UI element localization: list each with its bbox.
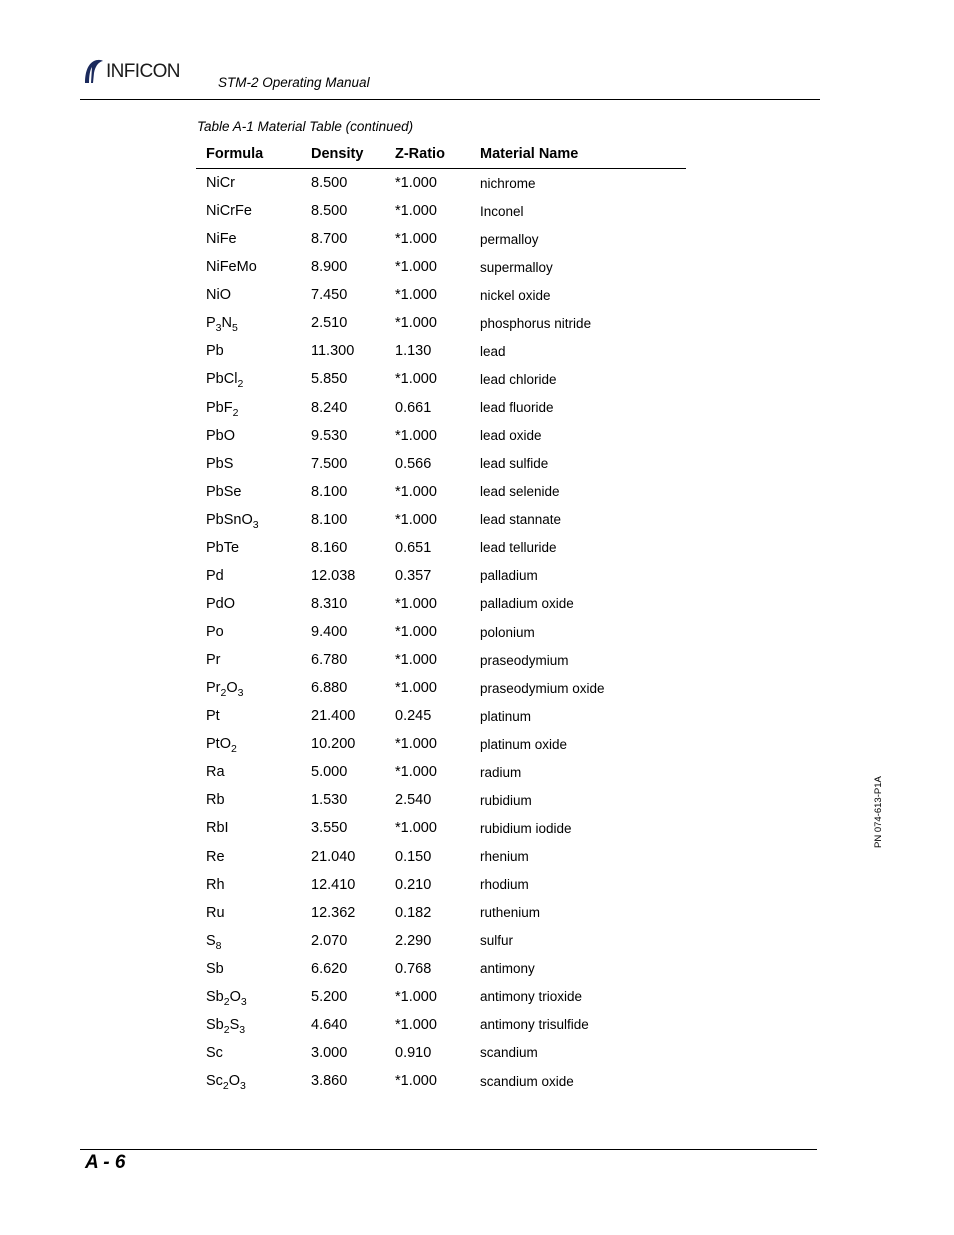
density-cell: 11.300 (311, 343, 355, 360)
formula-cell (196, 197, 301, 225)
z-ratio-cell: 1.130 (395, 343, 432, 360)
material-name-cell: scandium oxide (480, 1073, 574, 1089)
density-cell: 7.450 (311, 287, 348, 304)
density-cell: 3.860 (311, 1073, 348, 1090)
density-cell: 12.362 (311, 904, 356, 921)
table-row (196, 646, 686, 674)
formula-cell (196, 253, 301, 281)
formula-cell (196, 394, 301, 422)
z-ratio-cell: *1.000 (395, 511, 437, 528)
density-cell: 9.400 (311, 624, 348, 641)
table-row (196, 758, 686, 786)
formula-subscript: 2 (220, 687, 227, 700)
material-name-cell: lead telluride (480, 540, 557, 556)
formula-element: PbSe (206, 483, 242, 500)
material-name-cell: nichrome (480, 175, 536, 191)
material-name-cell: radium (480, 764, 522, 780)
material-name-cell: praseodymium oxide (480, 680, 605, 696)
formula-cell (196, 478, 301, 506)
formula-subscript: 2 (237, 378, 244, 391)
formula-cell (196, 309, 301, 337)
formula-element: PbO (206, 427, 236, 444)
formula-cell (196, 814, 301, 842)
formula-cell (196, 337, 301, 365)
material-name-cell: platinum oxide (480, 736, 568, 752)
z-ratio-cell: *1.000 (395, 988, 437, 1005)
formula-element: Pr (206, 652, 221, 669)
table-row (196, 983, 686, 1011)
density-cell: 9.530 (311, 427, 348, 444)
z-ratio-cell: 0.245 (395, 708, 432, 725)
formula-cell (196, 450, 301, 478)
column-header-density: Density (301, 139, 385, 169)
material-name-cell: lead sulfide (480, 456, 549, 472)
material-table (196, 139, 686, 1095)
formula-element: PbSnO (206, 511, 253, 528)
formula-subscript: 3 (215, 322, 222, 335)
table-row (196, 1039, 686, 1067)
formula-subscript: 2 (232, 406, 239, 419)
formula-element: O (228, 1073, 241, 1090)
density-cell: 8.900 (311, 259, 348, 276)
material-name-cell: lead (480, 343, 506, 359)
inficon-logo (82, 58, 180, 84)
table-row (196, 1067, 686, 1095)
material-name-cell: antimony trisulfide (480, 1017, 589, 1033)
z-ratio-cell: 0.651 (395, 539, 432, 556)
material-name-cell: sulfur (480, 933, 514, 949)
z-ratio-cell: *1.000 (395, 203, 437, 220)
formula-cell (196, 1067, 301, 1095)
material-name-cell: Inconel (480, 203, 524, 219)
table-row (196, 281, 686, 309)
material-name-cell: lead fluoride (480, 400, 554, 416)
material-name-cell: ruthenium (480, 905, 541, 921)
table-row (196, 618, 686, 646)
material-name-cell: rhenium (480, 849, 529, 865)
z-ratio-cell: *1.000 (395, 820, 437, 837)
density-cell: 7.500 (311, 455, 348, 472)
column-header-z-ratio: Z-Ratio (385, 139, 470, 169)
formula-element: Pt (206, 708, 220, 725)
z-ratio-cell: 2.540 (395, 792, 432, 809)
material-name-cell: rhodium (480, 877, 529, 893)
material-name-cell: lead selenide (480, 484, 560, 500)
table-row (196, 422, 686, 450)
table-row (196, 478, 686, 506)
density-cell: 12.038 (311, 567, 356, 584)
formula-subscript: 2 (230, 743, 237, 756)
table-row (196, 955, 686, 983)
table-row (196, 814, 686, 842)
formula-element: N (221, 315, 232, 332)
formula-element: PdO (206, 595, 236, 612)
z-ratio-cell: *1.000 (395, 483, 437, 500)
density-cell: 5.200 (311, 988, 348, 1005)
z-ratio-cell: *1.000 (395, 595, 437, 612)
density-cell: 21.400 (311, 708, 356, 725)
z-ratio-cell: *1.000 (395, 1016, 437, 1033)
density-cell: 5.000 (311, 764, 348, 781)
inficon-logo-icon (82, 58, 104, 84)
material-name-cell: palladium (480, 568, 538, 584)
formula-cell (196, 899, 301, 927)
formula-element: Sc (206, 1044, 223, 1061)
formula-cell (196, 618, 301, 646)
z-ratio-cell: *1.000 (395, 175, 437, 192)
table-row (196, 562, 686, 590)
table-row (196, 169, 686, 198)
z-ratio-cell: 0.182 (395, 904, 432, 921)
table-row (196, 309, 686, 337)
formula-element: Sb (206, 1016, 224, 1033)
z-ratio-cell: 0.661 (395, 399, 432, 416)
material-name-cell: scandium (480, 1045, 538, 1061)
table-row (196, 337, 686, 365)
formula-cell (196, 955, 301, 983)
table-row (196, 253, 686, 281)
material-name-cell: nickel oxide (480, 287, 551, 303)
z-ratio-cell: *1.000 (395, 259, 437, 276)
table-row (196, 1011, 686, 1039)
formula-element: Ru (206, 904, 225, 921)
header-rule (80, 99, 820, 100)
material-name-cell: supermalloy (480, 259, 553, 275)
formula-cell (196, 225, 301, 253)
table-row (196, 674, 686, 702)
formula-subscript: 8 (215, 939, 222, 952)
table-row (196, 927, 686, 955)
formula-element: Sb (206, 988, 224, 1005)
formula-cell (196, 674, 301, 702)
table-row (196, 730, 686, 758)
material-name-cell: permalloy (480, 231, 539, 247)
material-name-cell: lead oxide (480, 428, 542, 444)
column-header-formula: Formula (196, 139, 301, 169)
formula-subscript: 3 (240, 995, 247, 1008)
material-name-cell: antimony trioxide (480, 989, 583, 1005)
formula-subscript: 3 (239, 1023, 246, 1036)
table-caption: Table A-1 Material Table (continued) (197, 119, 414, 134)
density-cell: 10.200 (311, 736, 356, 753)
z-ratio-cell: 0.150 (395, 848, 432, 865)
table-row (196, 450, 686, 478)
part-number: PN 074-613-P1A (873, 776, 884, 848)
density-cell: 12.410 (311, 876, 356, 893)
table-row (196, 534, 686, 562)
density-cell: 8.100 (311, 511, 348, 528)
formula-subscript: 3 (237, 687, 244, 700)
material-name-cell: palladium oxide (480, 596, 574, 612)
table-row (196, 394, 686, 422)
formula-element: PbF (206, 399, 233, 416)
z-ratio-cell: 0.357 (395, 567, 432, 584)
formula-element: PbCl (206, 371, 238, 388)
material-name-cell: antimony (480, 961, 535, 977)
formula-element: S (229, 1016, 240, 1033)
z-ratio-cell: *1.000 (395, 680, 437, 697)
formula-element: Po (206, 624, 224, 641)
formula-element: PbS (206, 455, 234, 472)
density-cell: 1.530 (311, 792, 348, 809)
formula-element: NiFe (206, 231, 237, 248)
formula-element: Re (206, 848, 225, 865)
z-ratio-cell: *1.000 (395, 231, 437, 248)
table-row (196, 871, 686, 899)
table-header-row (196, 139, 686, 169)
density-cell: 3.550 (311, 820, 348, 837)
material-name-cell: rubidium iodide (480, 820, 572, 836)
density-cell: 8.240 (311, 399, 348, 416)
formula-element: NiFeMo (206, 259, 257, 276)
formula-element: Sb (206, 960, 224, 977)
page-number: A - 6 (85, 1152, 126, 1173)
table-row (196, 843, 686, 871)
formula-cell (196, 422, 301, 450)
formula-element: PtO (206, 736, 231, 753)
z-ratio-cell: 0.566 (395, 455, 432, 472)
z-ratio-cell: *1.000 (395, 624, 437, 641)
z-ratio-cell: 0.210 (395, 876, 432, 893)
manual-title: STM-2 Operating Manual (218, 75, 370, 90)
density-cell: 8.500 (311, 203, 348, 220)
table-row (196, 899, 686, 927)
formula-cell (196, 590, 301, 618)
logo-text: INFICON (106, 60, 180, 82)
material-name-cell: platinum (480, 708, 532, 724)
z-ratio-cell: *1.000 (395, 736, 437, 753)
formula-cell (196, 758, 301, 786)
formula-cell (196, 365, 301, 393)
formula-subscript: 2 (223, 995, 230, 1008)
material-name-cell: lead chloride (480, 371, 557, 387)
formula-element: Rb (206, 792, 225, 809)
z-ratio-cell: *1.000 (395, 652, 437, 669)
table-row (196, 786, 686, 814)
density-cell: 3.000 (311, 1044, 348, 1061)
formula-element: RbI (206, 820, 229, 837)
formula-element: NiCr (206, 175, 235, 192)
formula-element: NiCrFe (206, 203, 252, 220)
formula-element: Ra (206, 764, 225, 781)
table-row (196, 365, 686, 393)
column-header-material-name: Material Name (470, 139, 686, 169)
z-ratio-cell: *1.000 (395, 315, 437, 332)
density-cell: 4.640 (311, 1016, 348, 1033)
density-cell: 8.310 (311, 595, 348, 612)
formula-element: Sc (206, 1073, 223, 1090)
formula-subscript: 3 (252, 518, 259, 531)
density-cell: 8.700 (311, 231, 348, 248)
formula-subscript: 2 (223, 1023, 230, 1036)
z-ratio-cell: *1.000 (395, 371, 437, 388)
formula-subscript: 5 (232, 322, 238, 335)
z-ratio-cell: *1.000 (395, 427, 437, 444)
density-cell: 5.850 (311, 371, 348, 388)
formula-cell (196, 534, 301, 562)
table-row (196, 702, 686, 730)
formula-cell (196, 562, 301, 590)
density-cell: 2.070 (311, 932, 348, 949)
formula-cell (196, 169, 301, 198)
footer-rule (80, 1149, 817, 1150)
formula-cell (196, 786, 301, 814)
material-name-cell: lead stannate (480, 512, 562, 528)
formula-cell (196, 702, 301, 730)
formula-cell (196, 983, 301, 1011)
formula-element: Pb (206, 343, 224, 360)
material-name-cell: praseodymium (480, 652, 569, 668)
formula-element: Pr (206, 680, 221, 697)
table-row (196, 506, 686, 534)
density-cell: 21.040 (311, 848, 356, 865)
formula-subscript: 2 (222, 1080, 229, 1093)
formula-cell (196, 281, 301, 309)
material-name-cell: phosphorus nitride (480, 315, 592, 331)
formula-element: S (206, 932, 216, 949)
table-row (196, 225, 686, 253)
table-body (196, 169, 686, 1096)
formula-element: O (226, 680, 238, 697)
z-ratio-cell: 2.290 (395, 932, 432, 949)
density-cell: 6.880 (311, 680, 348, 697)
z-ratio-cell: *1.000 (395, 764, 437, 781)
density-cell: 6.780 (311, 652, 348, 669)
formula-element: Rh (206, 876, 225, 893)
formula-element: P (206, 315, 216, 332)
formula-cell (196, 927, 301, 955)
formula-cell (196, 843, 301, 871)
formula-subscript: 3 (240, 1080, 246, 1093)
table-row (196, 197, 686, 225)
formula-element: PbTe (206, 539, 240, 556)
formula-cell (196, 1039, 301, 1067)
formula-cell (196, 646, 301, 674)
z-ratio-cell: 0.910 (395, 1044, 432, 1061)
formula-cell (196, 1011, 301, 1039)
density-cell: 6.620 (311, 960, 348, 977)
z-ratio-cell: 0.768 (395, 960, 432, 977)
density-cell: 2.510 (311, 315, 348, 332)
formula-element: NiO (206, 287, 231, 304)
density-cell: 8.500 (311, 175, 348, 192)
material-name-cell: rubidium (480, 792, 532, 808)
density-cell: 8.100 (311, 483, 348, 500)
formula-cell (196, 871, 301, 899)
material-name-cell: polonium (480, 624, 535, 640)
z-ratio-cell: *1.000 (395, 1073, 437, 1090)
formula-cell (196, 506, 301, 534)
z-ratio-cell: *1.000 (395, 287, 437, 304)
table-row (196, 590, 686, 618)
formula-element: Pd (206, 567, 224, 584)
density-cell: 8.160 (311, 539, 348, 556)
formula-element: O (229, 988, 241, 1005)
formula-cell (196, 730, 301, 758)
